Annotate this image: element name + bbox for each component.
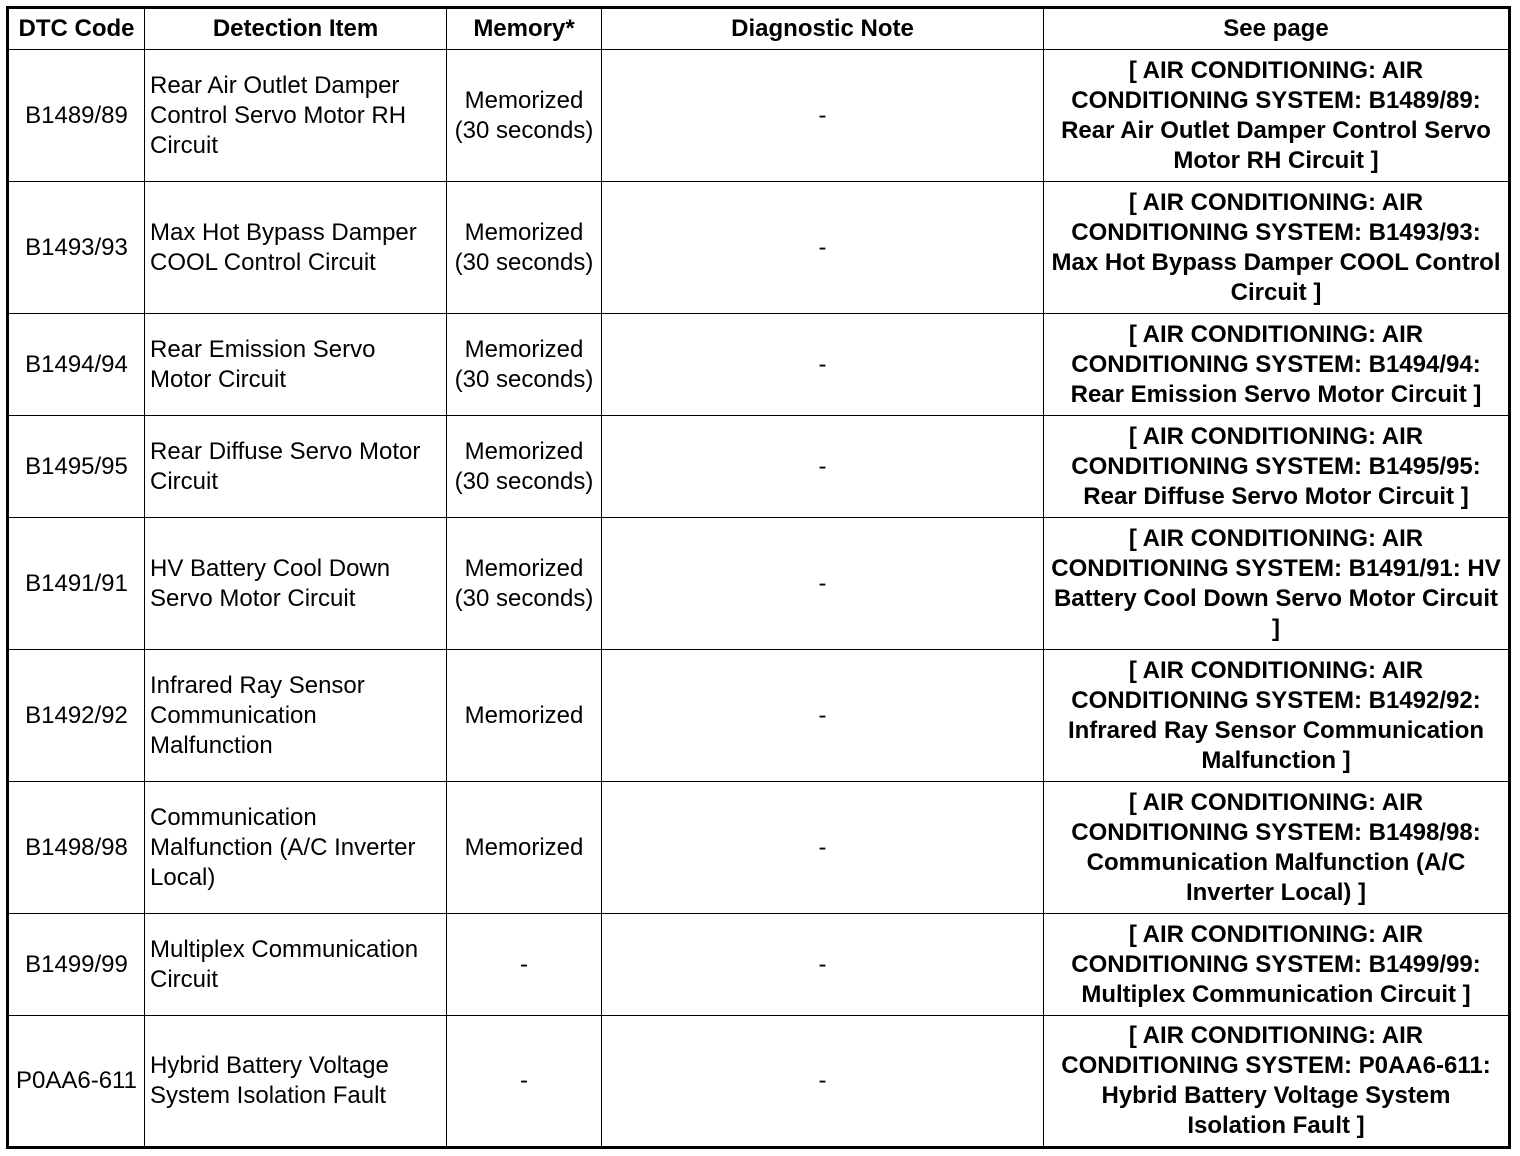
detection-item-cell: Infrared Ray Sensor Communication Malfunction xyxy=(145,650,447,782)
detection-item-cell: HV Battery Cool Down Servo Motor Circuit xyxy=(145,518,447,650)
diagnostic-note-cell: - xyxy=(602,50,1044,182)
detection-item-cell: Multiplex Communication Circuit xyxy=(145,914,447,1016)
diagnostic-note-cell: - xyxy=(602,182,1044,314)
dtc-code-cell: B1495/95 xyxy=(8,416,145,518)
memory-cell: - xyxy=(447,914,602,1016)
dtc-code-cell: B1491/91 xyxy=(8,518,145,650)
diagnostic-note-cell: - xyxy=(602,1016,1044,1148)
table-row xyxy=(8,416,1510,518)
dtc-code-cell: P0AA6-611 xyxy=(8,1016,145,1148)
memory-cell: Memorized xyxy=(447,782,602,914)
diagnostic-note-cell: - xyxy=(602,416,1044,518)
see-page-link[interactable]: [ AIR CONDITIONING: AIR CONDITIONING SYSTEM: B1491/91: HV Battery Cool Down Servo Motor Circuit ] xyxy=(1044,518,1510,650)
dtc-table xyxy=(6,6,1511,1149)
table-row xyxy=(8,1016,1510,1148)
detection-item-cell: Rear Diffuse Servo Motor Circuit xyxy=(145,416,447,518)
memory-cell: Memorized xyxy=(447,650,602,782)
diagnostic-note-cell: - xyxy=(602,518,1044,650)
diagnostic-note-cell: - xyxy=(602,782,1044,914)
see-page-link[interactable]: [ AIR CONDITIONING: AIR CONDITIONING SYSTEM: B1492/92: Infrared Ray Sensor Communication Malfunction ] xyxy=(1044,650,1510,782)
table-row xyxy=(8,314,1510,416)
diagnostic-note-cell: - xyxy=(602,914,1044,1016)
header-see-page: See page xyxy=(1044,8,1510,50)
detection-item-cell: Max Hot Bypass Damper COOL Control Circuit xyxy=(145,182,447,314)
dtc-code-cell: B1492/92 xyxy=(8,650,145,782)
memory-cell: Memorized (30 seconds) xyxy=(447,518,602,650)
see-page-link[interactable]: [ AIR CONDITIONING: AIR CONDITIONING SYSTEM: B1493/93: Max Hot Bypass Damper COOL Control Circuit ] xyxy=(1044,182,1510,314)
header-diagnostic-note: Diagnostic Note xyxy=(602,8,1044,50)
table-row xyxy=(8,650,1510,782)
dtc-code-cell: B1498/98 xyxy=(8,782,145,914)
table-header-row xyxy=(8,8,1510,50)
memory-cell: Memorized (30 seconds) xyxy=(447,182,602,314)
dtc-code-cell: B1493/93 xyxy=(8,182,145,314)
table-row xyxy=(8,182,1510,314)
header-memory: Memory* xyxy=(447,8,602,50)
see-page-link[interactable]: [ AIR CONDITIONING: AIR CONDITIONING SYSTEM: B1494/94: Rear Emission Servo Motor Circuit ] xyxy=(1044,314,1510,416)
table-row xyxy=(8,914,1510,1016)
detection-item-cell: Rear Air Outlet Damper Control Servo Motor RH Circuit xyxy=(145,50,447,182)
dtc-code-cell: B1489/89 xyxy=(8,50,145,182)
memory-cell: Memorized (30 seconds) xyxy=(447,50,602,182)
see-page-link[interactable]: [ AIR CONDITIONING: AIR CONDITIONING SYSTEM: B1499/99: Multiplex Communication Circuit ] xyxy=(1044,914,1510,1016)
memory-cell: Memorized (30 seconds) xyxy=(447,416,602,518)
diagnostic-note-cell: - xyxy=(602,314,1044,416)
diagnostic-note-cell: - xyxy=(602,650,1044,782)
dtc-code-cell: B1499/99 xyxy=(8,914,145,1016)
memory-cell: Memorized (30 seconds) xyxy=(447,314,602,416)
see-page-link[interactable]: [ AIR CONDITIONING: AIR CONDITIONING SYSTEM: B1495/95: Rear Diffuse Servo Motor Circuit ] xyxy=(1044,416,1510,518)
see-page-link[interactable]: [ AIR CONDITIONING: AIR CONDITIONING SYSTEM: B1489/89: Rear Air Outlet Damper Control Servo Motor RH Circuit ] xyxy=(1044,50,1510,182)
detection-item-cell: Hybrid Battery Voltage System Isolation Fault xyxy=(145,1016,447,1148)
header-dtc-code: DTC Code xyxy=(8,8,145,50)
table-row xyxy=(8,50,1510,182)
detection-item-cell: Communication Malfunction (A/C Inverter Local) xyxy=(145,782,447,914)
table-row xyxy=(8,782,1510,914)
see-page-link[interactable]: [ AIR CONDITIONING: AIR CONDITIONING SYSTEM: P0AA6-611: Hybrid Battery Voltage System Isolation Fault ] xyxy=(1044,1016,1510,1148)
see-page-link[interactable]: [ AIR CONDITIONING: AIR CONDITIONING SYSTEM: B1498/98: Communication Malfunction (A/C Inverter Local) ] xyxy=(1044,782,1510,914)
table-row xyxy=(8,518,1510,650)
header-detection-item: Detection Item xyxy=(145,8,447,50)
dtc-code-cell: B1494/94 xyxy=(8,314,145,416)
detection-item-cell: Rear Emission Servo Motor Circuit xyxy=(145,314,447,416)
memory-cell: - xyxy=(447,1016,602,1148)
